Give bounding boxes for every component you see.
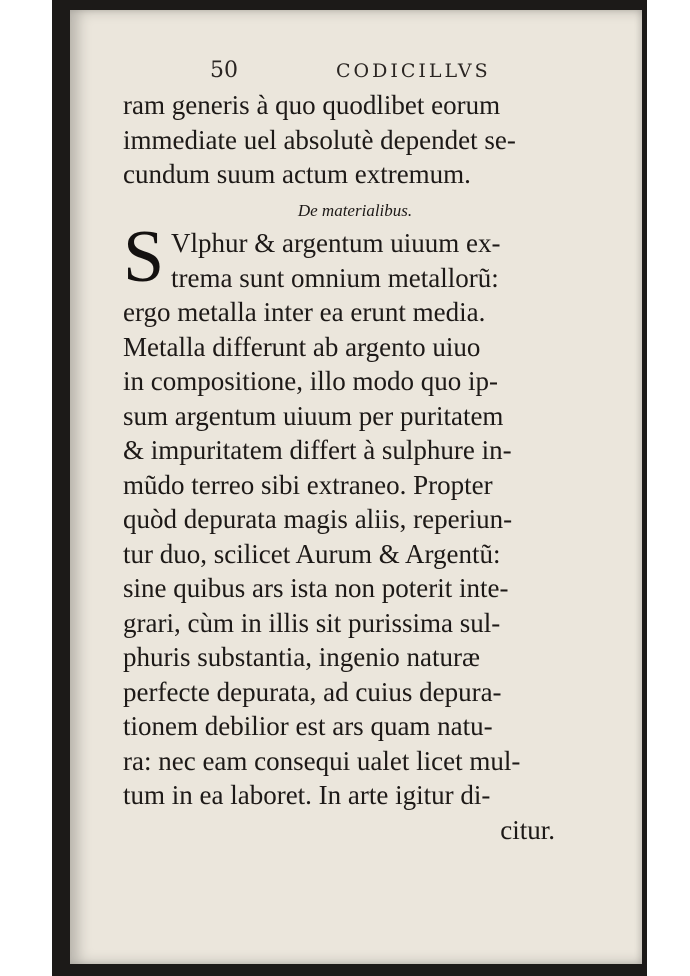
text-line: ra: nec eam consequi ualet licet mul-: [123, 745, 521, 776]
text-line: Metalla differunt ab argento uiuo: [123, 331, 481, 362]
text-line: immediate uel absolutè dependet se-: [123, 124, 516, 155]
page-number: 50: [210, 58, 238, 83]
text-line: tionem debilior est ars quam natu-: [123, 711, 493, 741]
drop-cap-letter: S: [123, 216, 165, 298]
text-line: ram generis à quo quodlibet eorum: [123, 90, 501, 120]
text-line: ergo metalla inter ea erunt media.: [123, 297, 486, 327]
text-line: perfecte depurata, ad cuius depura-: [123, 676, 502, 707]
text-line: mũdo terreo sibi extraneo. Propter: [123, 469, 493, 500]
running-head: [210, 58, 642, 88]
section-subheading: De materialibus.: [297, 200, 413, 220]
dropcap-block: [123, 216, 563, 298]
text-line: quòd depurata magis aliis, reperiun-: [123, 504, 513, 534]
text-line: & impuritatem differt à sulphure in-: [123, 435, 512, 465]
text-line: tur duo, scilicet Aurum & Argentũ:: [123, 538, 501, 569]
text-line: sine quibus ars ista non poterit inte-: [123, 573, 509, 603]
text-line: tum in ea laboret. In arte igitur di-: [123, 780, 491, 810]
text-line: cundum suum actum extremum.: [123, 159, 471, 189]
body-text: [123, 88, 563, 847]
text-line: trema sunt omnium metallorũ:: [171, 262, 499, 293]
catchword: citur.: [500, 814, 555, 845]
text-line: Vlphur & argentum uiuum ex-: [171, 228, 501, 258]
text-line: sum argentum uiuum per puritatem: [123, 400, 504, 431]
text-line: in compositione, illo modo quo ip-: [123, 366, 498, 396]
running-title: CODICILLVS: [336, 60, 491, 82]
text-line: phuris substantia, ingenio naturæ: [123, 642, 480, 672]
text-line: grari, cùm in illis sit purissima sul-: [123, 607, 501, 638]
